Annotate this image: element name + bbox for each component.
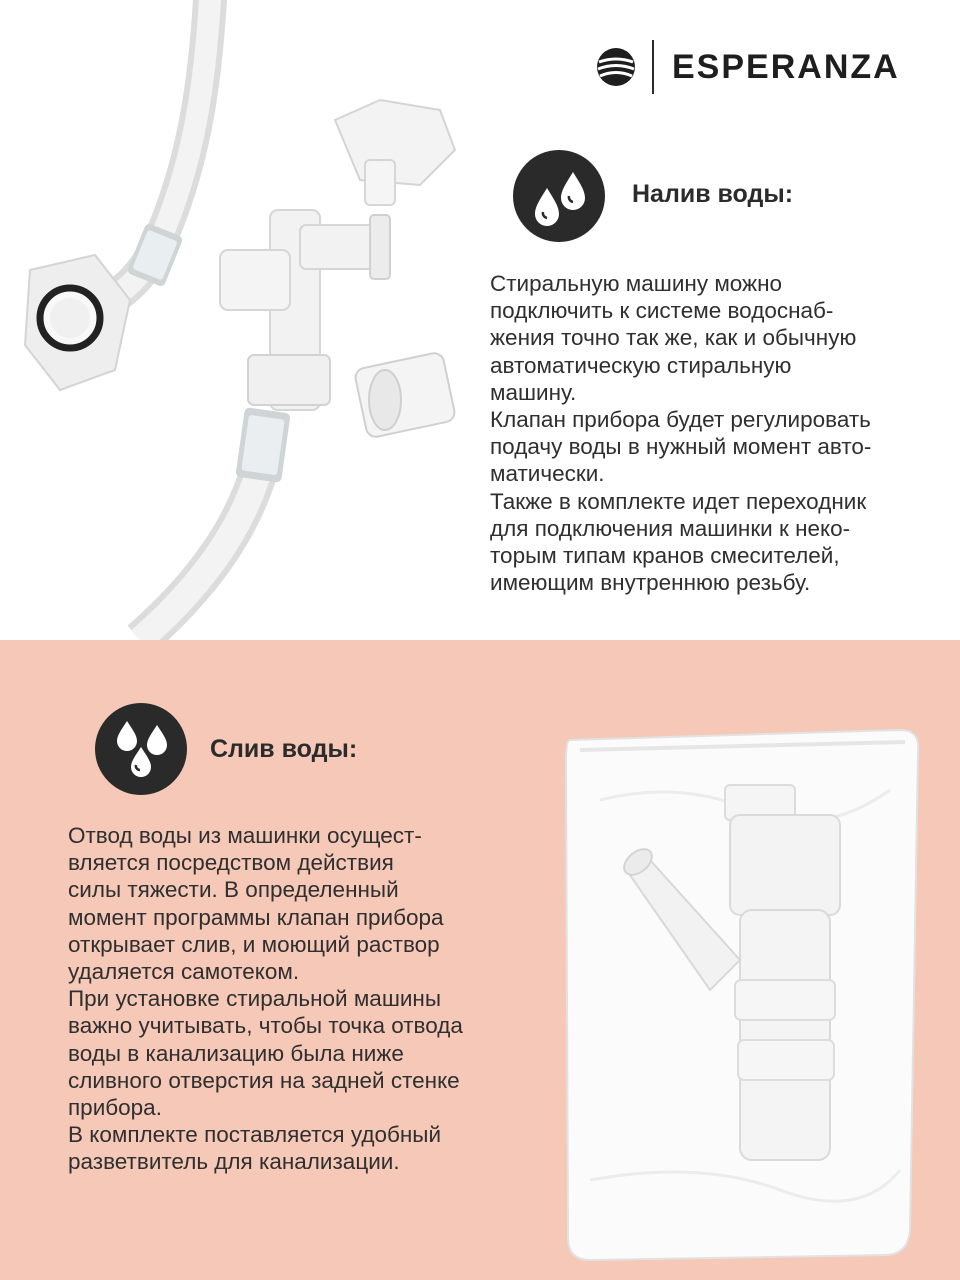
description-line: удаляется самотеком.: [68, 959, 300, 985]
description-line: имеющим внутреннюю резьбу.: [490, 570, 811, 596]
description-line: В комплекте поставляется удобный: [68, 1122, 442, 1148]
description-line: вляется посредством действия: [68, 850, 394, 876]
water-inlet-title: Налив воды:: [632, 180, 794, 208]
brand-header: [596, 38, 900, 96]
description-line: матически.: [490, 461, 605, 487]
description-line: Стиральную машину можно: [490, 271, 783, 296]
description-line: силы тяжести. В определенный: [68, 877, 399, 903]
brand-name: ESPERANZA: [672, 47, 900, 86]
water-outlet-title: Слив воды:: [210, 735, 358, 763]
description-line: машину.: [490, 379, 577, 405]
water-drops-icon: [513, 150, 605, 242]
description-line: важно учитывать, чтобы точка отвода: [68, 1013, 463, 1039]
description-line: Клапан прибора будет регулировать: [490, 407, 871, 433]
water-outlet-description: [68, 822, 463, 1176]
description-line: При установке стиральной машины: [68, 986, 442, 1012]
description-line: подачу воды в нужный момент авто-: [490, 434, 872, 460]
bagged-drain-splitter-image: [560, 710, 930, 1270]
description-line: Также в комплекте идет переходник: [490, 488, 867, 514]
description-line: Отвод воды из машинки осущест-: [68, 823, 422, 848]
water-inlet-description: [490, 270, 871, 596]
description-line: для подключения машинки к неко-: [490, 515, 851, 541]
brand-divider: [652, 40, 654, 94]
description-line: жения точно так же, как и обычную: [490, 325, 857, 351]
description-line: подключить к системе водоснаб-: [490, 298, 834, 324]
description-line: воды в канализацию была ниже: [68, 1040, 404, 1066]
water-drops-icon: [95, 703, 187, 795]
description-line: открывает слив, и моющий раствор: [68, 931, 440, 957]
description-line: сливного отверстия на задней стенке: [68, 1067, 460, 1093]
esperanza-globe-logo-icon: [596, 47, 636, 87]
outlet-section: [0, 640, 960, 1280]
description-line: момент программы клапан прибора: [68, 904, 444, 930]
description-line: прибора.: [68, 1095, 162, 1121]
inlet-hose-fittings-image: [0, 0, 470, 640]
description-line: разветвитель для канализации.: [68, 1149, 400, 1175]
description-line: торым типам кранов смесителей,: [490, 543, 840, 569]
description-line: автоматическую стиральную: [490, 352, 792, 378]
